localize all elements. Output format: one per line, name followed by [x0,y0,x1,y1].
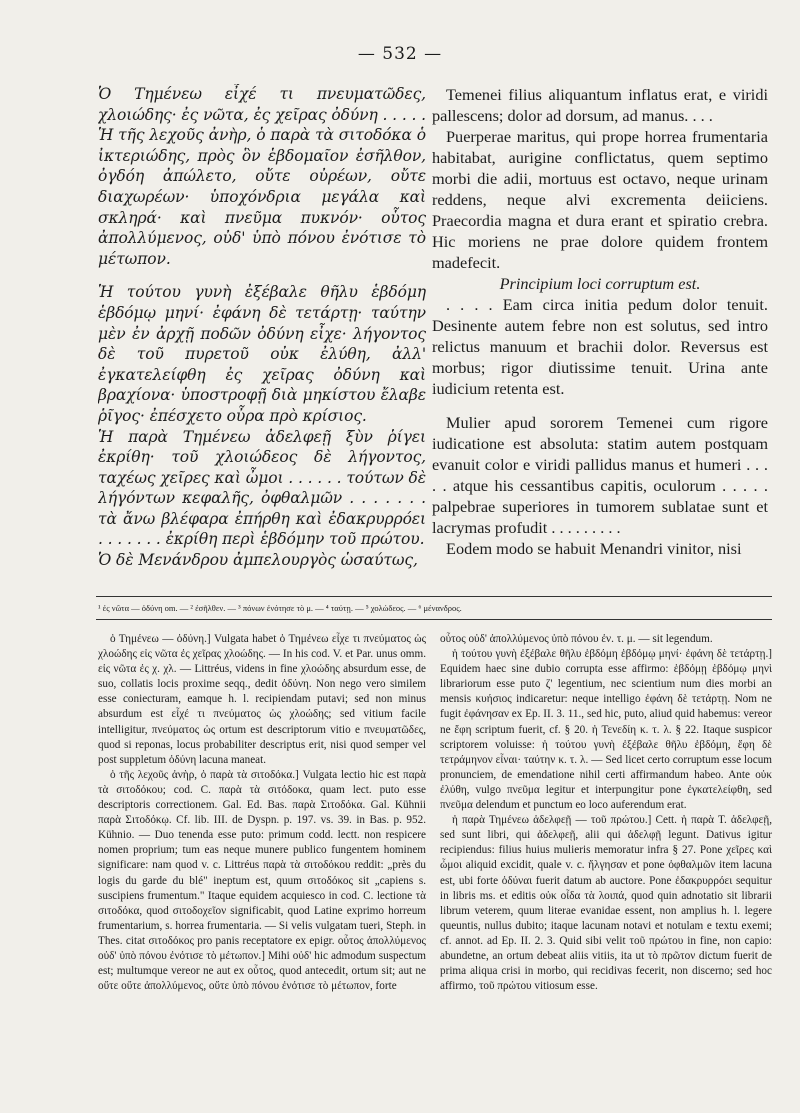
greek-paragraph: Ἡ παρὰ Τημένεω ἀδελφεῇ ξὺν ῥίγει ἐκρίθη· τοῦ χλοιώδεος δὲ λήγοντος, ταχέως χεῖρες καὶ ὦμοι . . . . . . τούτων δὲ λήγόντων κεφαλῆς, ὀφθαλμῶν . . . . . . . τὰ ἄνω βλέφαρα ἐπήρθη καὶ ἐδακρυρρόει . . . . . . . ἐκρίθη περὶ ἑβδόμην τοῦ πρώτου. [98,427,426,549]
greek-text-column [98,84,426,571]
latin-paragraph-note: Principium loci corruptum est. [499,274,701,293]
footnote: οὗτος οὐδ' ἀπολλύμενος ὑπὸ πόνου ἐν. τ. μ. — sit legendum. [440,633,713,645]
latin-paragraph: . . . . Eam circa initia pedum dolor tenuit. Desinente autem febre non est solutus, sed intro relictus manuum et brachii dolor. Reversus est morbus; rigor diutissime tenuit. Urina ante iudicium retenta est. [432,295,768,398]
page-number: — 532 — [357,44,443,64]
notes-divider [96,619,772,620]
footnote: ὁ τῆς λεχοῦς ἀνὴρ, ὁ παρὰ τὰ σιτοδόκα.] Vulgata lectio hic est παρὰ τὰ σιτοδόκου; cod. C. παρὰ τὰ σιτόδοκα, quam lect. puto esse descriptoris correctionem. Gal. Ed. Bas. παρὰ Σιτοδόκα. Gal. Kühnii παρὰ Σιτοδόκῳ. Cf. lib. III. de Dyspn. p. 197. vs. 39. in Bas. p. 952. Kühnio. — Duo tenenda esse puto: primum codd. lectt. non respicere nomen proprium; tum eas neque munere publico fungentem hominem significare: nam quod v. c. Littréus παρὰ τὰ σιτοδόκου reddit: „près du logis du garde du blé" ineptum est, quum σιτοδόκος sit „capiens s. suscipiens frumentum." Itaque equidem acquiesco in cod. C. lectione τὰ σιτοδόκα, quod σιτοδοχεῖον significabit, quod Latine exprimo horreum frumentarium, s. horrea frumentaria. — Si velis vulgatam tueri, Steph. in Thes. citat σιτοδόκος pro panis receptatore ex epigr. οὗτος ἀπολλύμενος οὐδ' ὑπὸ πόνου ἐνότισε τὸ μέτωπον.] Mihi οὐδ' hic admodum suspectum est; multumque vereor ne aut ex οὗτος, quod antecedit, ortum sit; aut ne οὔτε οὔτε ἀπολλύμενος, οὔτε ὑπὸ πόνου ἐνότισε τὸ μέτωπον, forte [98,768,426,993]
section-divider [96,596,772,597]
latin-text-column [432,84,768,559]
greek-paragraph: Ὁ Τημένεω εἶχέ τι πνευματῶδες, χλοιώδης· ἐς νῶτα, ἐς χεῖρας ὀδύνη . . . . . Ἡ τῆς λεχοῦς ἀνὴρ, ὁ παρὰ τὰ σιτοδόκα ὁ ἰκτεριώδης, πρὸς ὃν ἑβδομαῖον ἐσῆλθον, ὀγδόη ἀπώλετο, οὔτε οὐρέων, οὔτε διαχωρέων· ὑποχόνδρια μεγάλα καὶ σκληρά· καὶ πνεῦμα πυκνόν· οὗτος ἀπολλύμενος, οὐδ' ὑπὸ πόνου ἐνότισε τὸ μέτωπον. [98,85,426,268]
latin-paragraph: Puerperae maritus, qui prope horrea frumentaria habitabat, aurigine conflictatus, quem septimo morbi die adii, mortuus est octavo, neque urinam reddens, neque alvi excrementa deiiciens. Praecordia magna et dura erant et spiratio crebra. Hic moriens ne prae dolore quidem frontem madefecit. [432,127,768,272]
notes-column-left [98,632,426,994]
greek-paragraph: Ἡ τούτου γυνὴ ἐξέβαλε θῆλυ ἑβδόμη ἑβδόμῳ μηνί· ἐφάνη δὲ τετάρτῃ· ταύτην μὲν ἐν ἀρχῇ ποδῶν ὀδύνη εἶχε· λήγοντος δὲ τοῦ πυρετοῦ οὐκ ἐλύθη, ἀλλ' ἐγκατελείφθη ἐς χεῖρας ὀδύνη καὶ βραχίονα· ὑποστροφῇ διὰ μηκίστου ἔλαβε ῥῖγος· ἐπέσχετο οὖρα πρὸ κρίσιος. [98,283,426,425]
latin-paragraph: Mulier apud sororem Temenei cum rigore iudicatione est absoluta: statim autem postquam evanuit color e viridi pallidus manus et humeri . . . . . atque his cessantibus capitis, oculorum . . . . . palpebrae superiores in tumorem sublatae sunt et lacrymas profudit . . . . . . . . . [432,413,768,537]
footnote: ὁ Τημένεω — ὀδύνη.] Vulgata habet ὁ Τημένεω εἶχε τι πνεύματος ὡς χλοώδης εἰς νῶτα ἐς χεῖρας χλοώδης. — In his cod. V. et Par. unus omm. εἰς νῶτα ἐς χ. χλ. — Littréus, videns in fine χλοώδης absurdum esse, de suo, collatis locis proxime seqq., dedit ὀδύνη. Non nego vero similem esse coniecturam, eamque h. l. recipiendam putavi; sed non minus absurdum est εἶχέ τι πνεύματος ὡς χλοώδης; sed vitium facile intelligitur, πνεύματος ὡς ortum est descriptorum vitio e πνευματῶδες, quod si reponas, locus probabiliter descriptus erit, nisi quod semper vel post suppletum ὀδύνη lacuna maneat. [98,633,426,766]
footnote: ἡ τούτου γυνὴ ἐξέβαλε θῆλυ ἑβδόμη ἑβδόμῳ μηνί· ἐφάνη δὲ τετάρτῃ.] Equidem haec sine dubio corrupta esse affirmo: ἑβδόμῃ ἑβδόμῳ μηνὶ librariorum esse puto ζ' legentium, nec scientium num dies morbi an mensis κυήσιος indicaretur: neque intelligo ἐφάνη δὲ τετάρτῃ. Nom ne fugit ἐφάνησαν ex Ep. II. 3. 11., sed hic, puto, aliud quid habemus: vereor ne ἔφη scriptum fuerit, cf. § 20. ἡ Τενεδίη κ. τ. λ. § 22. Itaque suspicor scriptorem voluisse: ἡ τούτου γυνὴ ἐξέβαλε θῆλυ ἑβδόμη, ἔφη δὲ τετράμηνον εἶναι· ταύτην κ. τ. λ. — Sed licet certo corruptum esse locum pronunciem, de emendatione nihil certi affirmandum habeo. Ante οὐκ ἐλύθη, vulgo πνεῦμα legitur et interpungitur pone ἐγκατελείφθη, sed πνεῦμα delendum et punctum eo loco auferendum erat. [440,648,772,812]
footnote: ἡ παρὰ Τημένεω ἀδελφεῇ — τοῦ πρώτου.] Cett. ἡ παρὰ Τ. ἀδελφεῇ, sed sunt libri, qui ἀδελφεῇ, alii qui ἀδελφῇ legunt. Dativus igitur recipiendus: filius huius mulieris memoratur infra § 27. Pone χεῖρες καὶ ὦμοι aliquid excidit, quale v. c. ἤλγησαν et pone ὀφθαλμῶν item lacuna est, ubi forte ὀδύναι fuerit datum ab auctore. Pone ἐδακρυρρόει sequitur in libris ms. et editis οὐκ οἶδα τὰ λοιπά, quod quin adnotatio sit librarii librum veterem, quum literae evanidae essent, non amplius h. l. legere queuntis, nullus dubito; itaque lacunam notavi et notulam e textu exemi; cf. annot. ad Ep. II. 2. 3. Quid sibi velit τοῦ πρώτου in fine, non capio: abundetne, an ortum debeat aliis vitiis, ita ut τὸ πρῶτον dictum fuerit de prima aliqua crisi in morbo, qui recidivas fecerit, non discerno; sed hoc affirmo, τοῦ πρώτου vitiosum esse. [440,814,772,993]
latin-paragraph: Temenei filius aliquantum inflatus erat, e viridi pallescens; dolor ad dorsum, ad manus. . . . [432,85,768,125]
critical-apparatus: ¹ ἐς νῶτα — ὀδύνη om. — ² ἐσῆλθεν. — ³ πόνων ἐνότησε τὸ μ. — ⁴ ταύτῃ. — ⁵ χολώδεος. — ⁶ μένανδρος. [98,603,462,613]
notes-column-right [440,632,772,994]
latin-paragraph: Eodem modo se habuit Menandri vinitor, nisi [446,539,742,558]
greek-paragraph: Ὁ δὲ Μενάνδρου ἀμπελουργὸς ὡσαύτως, [98,551,418,570]
